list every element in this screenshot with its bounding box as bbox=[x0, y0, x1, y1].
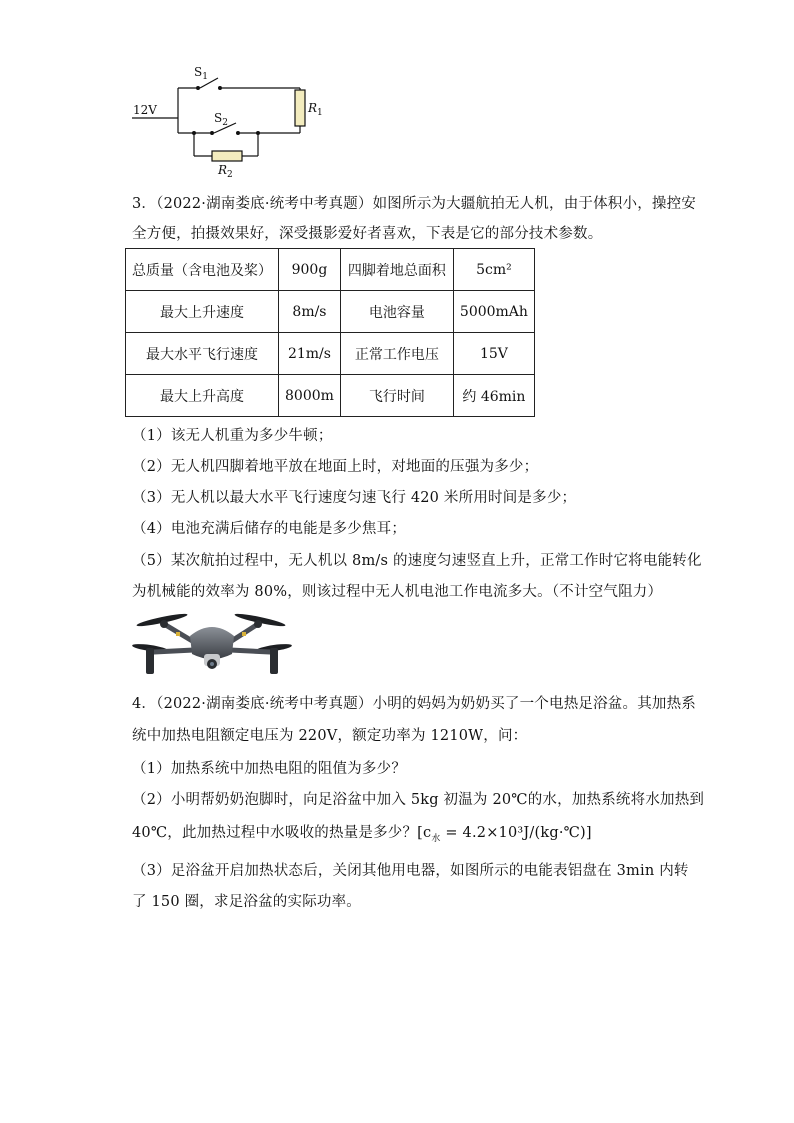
q3-line1: 3．（2022·湖南娄底·统考中考真题）如图所示为大疆航拍无人机，由于体积小，操控安 bbox=[132, 196, 696, 212]
table-cell: 15V bbox=[453, 333, 534, 375]
table-cell: 5000mAh bbox=[453, 291, 534, 333]
q3-sub1: （1）该无人机重为多少牛顿； bbox=[132, 428, 333, 444]
s2-label: S bbox=[214, 111, 223, 125]
drone-image bbox=[132, 608, 292, 680]
table-cell: 900g bbox=[279, 249, 341, 291]
circuit-voltage-label: 12V bbox=[133, 103, 157, 117]
q4-sub2-line2-sub: 水 bbox=[431, 833, 441, 844]
q4-line1: 4．（2022·湖南娄底·统考中考真题）小明的妈妈为奶奶买了一个电热足浴盆。其加热系 bbox=[132, 696, 696, 712]
table-row bbox=[126, 333, 535, 375]
spec-table bbox=[125, 248, 535, 417]
table-cell: 最大上升速度 bbox=[126, 291, 279, 333]
q4-line2: 统中加热电阻额定电压为 220V，额定功率为 1210W，问： bbox=[132, 728, 528, 744]
table-cell: 8000m bbox=[279, 375, 341, 417]
table-row bbox=[126, 291, 535, 333]
svg-text:R2 bbox=[217, 163, 233, 180]
q3-sub4: （4）电池充满后储存的电能是多少焦耳； bbox=[132, 521, 407, 537]
s1-sub: 1 bbox=[202, 72, 208, 82]
s2-sub: 2 bbox=[222, 118, 228, 128]
q4-sub2-line2-a: 40℃，此加热过程中水吸收的热量是多少？[c bbox=[132, 825, 432, 841]
svg-text:S1 bbox=[194, 65, 208, 82]
q3-sub3: （3）无人机以最大水平飞行速度匀速飞行 420 米所用时间是多少； bbox=[132, 490, 577, 506]
circuit-diagram bbox=[130, 60, 340, 180]
q3-sub5-line1: （5）某次航拍过程中，无人机以 8m/s 的速度匀速竖直上升，正常工作时它将电能转化 bbox=[132, 553, 702, 569]
table-cell: 总质量（含电池及桨） bbox=[126, 249, 279, 291]
s1-label: S bbox=[194, 65, 203, 79]
table-cell: 5cm² bbox=[453, 249, 534, 291]
table-cell: 8m/s bbox=[279, 291, 341, 333]
table-cell: 最大水平飞行速度 bbox=[126, 333, 279, 375]
table-row bbox=[126, 249, 535, 291]
table-cell: 正常工作电压 bbox=[340, 333, 453, 375]
table-cell: 21m/s bbox=[279, 333, 341, 375]
q4-sub2-line2 bbox=[132, 821, 592, 844]
q3-sub5-line2: 为机械能的效率为 80%，则该过程中无人机电池工作电流多大。（不计空气阻力） bbox=[132, 584, 663, 600]
r1-sub: 1 bbox=[317, 108, 323, 118]
q4-sub1: （1）加热系统中加热电阻的阻值为多少？ bbox=[132, 761, 407, 777]
r1-label: R bbox=[308, 101, 318, 115]
table-row bbox=[126, 375, 535, 417]
table-cell: 约 46min bbox=[453, 375, 534, 417]
r2-sub: 2 bbox=[227, 170, 233, 180]
q4-sub2-line2-b: = 4.2×10³J/(kg·℃)] bbox=[440, 825, 592, 841]
r2-label: R bbox=[218, 163, 228, 177]
table-cell: 飞行时间 bbox=[340, 375, 453, 417]
q4-sub3-line2: 了 150 圈，求足浴盆的实际功率。 bbox=[132, 894, 361, 910]
q3-line2: 全方便，拍摄效果好，深受摄影爱好者喜欢，下表是它的部分技术参数。 bbox=[132, 226, 603, 242]
table-cell: 最大上升高度 bbox=[126, 375, 279, 417]
q3-sub2: （2）无人机四脚着地平放在地面上时，对地面的压强为多少； bbox=[132, 459, 539, 475]
q4-sub3-line1: （3）足浴盆开启加热状态后，关闭其他用电器，如图所示的电能表铝盘在 3min 内转 bbox=[132, 863, 689, 879]
table-cell: 电池容量 bbox=[340, 291, 453, 333]
q4-sub2-line1: （2）小明帮奶奶泡脚时，向足浴盆中加入 5kg 初温为 20℃的水，加热系统将水加热到 bbox=[132, 792, 705, 808]
svg-text:R1 bbox=[307, 101, 323, 118]
svg-text:S2 bbox=[214, 111, 228, 128]
svg-text:12V bbox=[133, 103, 157, 117]
table-cell: 四脚着地总面积 bbox=[340, 249, 453, 291]
